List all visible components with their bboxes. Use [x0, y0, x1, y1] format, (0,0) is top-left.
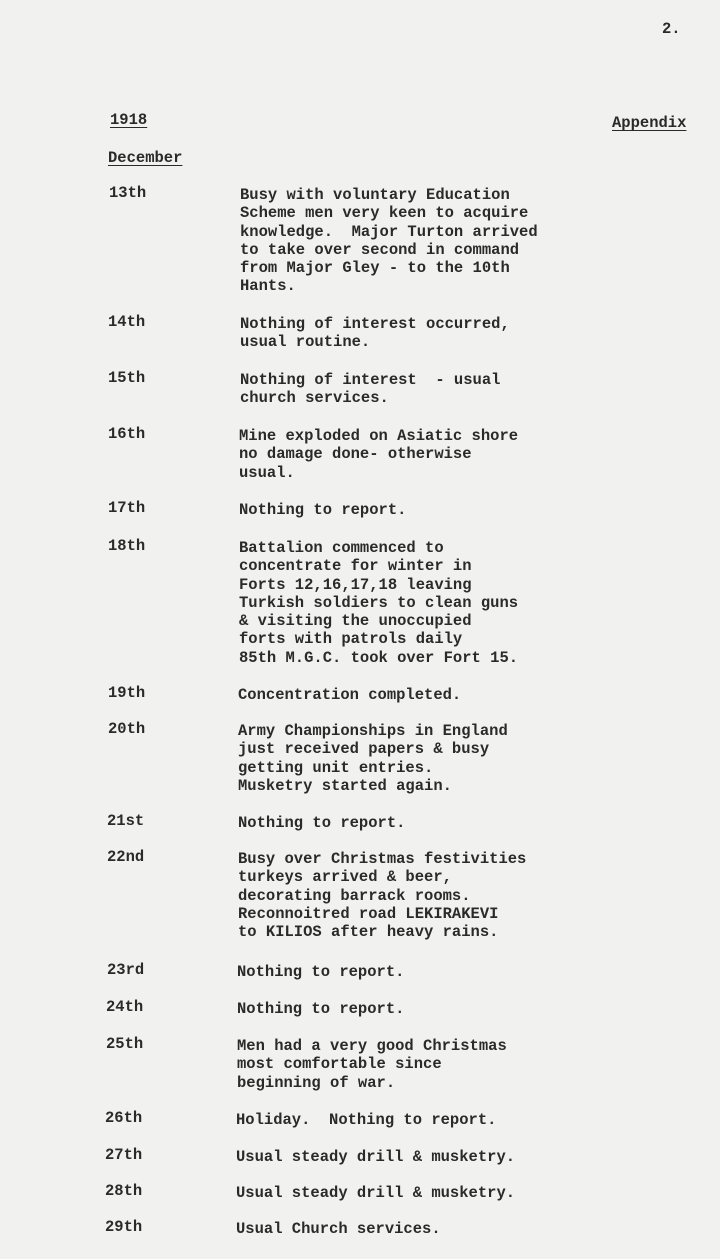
entry-date: 18th — [108, 537, 146, 555]
appendix-heading: Appendix — [612, 114, 687, 132]
entry-text: Nothing of interest occurred, usual routine. — [240, 315, 510, 352]
entry-date: 23rd — [107, 961, 145, 979]
entry-date: 28th — [105, 1182, 143, 1200]
page-number: 2. — [662, 20, 681, 38]
entry-text: Nothing to report. — [237, 963, 405, 981]
entry-text: Busy over Christmas festivities turkeys arrived & beer, decorating barrack rooms. Reconnoitred road LEKIRAKEVI to KILIOS after heavy rains. — [238, 850, 527, 942]
entry-text: Battalion commenced to concentrate for winter in Forts 12,16,17,18 leaving Turkish soldiers to clean guns & visiting the unoccupied forts with patrols daily 85th M.G.C. took over Fort 15. — [239, 539, 519, 667]
entry-date: 13th — [109, 184, 147, 202]
entry-text: Holiday. Nothing to report. — [236, 1111, 497, 1129]
entry-date: 15th — [108, 369, 146, 387]
entry-text: Nothing of interest - usual church services. — [240, 371, 501, 408]
entry-text: Usual Church services. — [236, 1220, 441, 1238]
entry-date: 24th — [106, 998, 144, 1016]
entry-date: 29th — [105, 1218, 143, 1236]
entry-date: 26th — [105, 1109, 143, 1127]
entry-text: Concentration completed. — [238, 686, 462, 704]
entry-date: 14th — [108, 313, 146, 331]
entry-text: Nothing to report. — [238, 814, 406, 832]
entry-text: Mine exploded on Asiatic shore no damage done- otherwise usual. — [239, 427, 519, 482]
entry-date: 20th — [108, 720, 146, 738]
entry-text: Usual steady drill & musketry. — [236, 1148, 516, 1166]
year-heading: 1918 — [110, 111, 148, 129]
entry-date: 25th — [106, 1035, 144, 1053]
entry-text: Nothing to report. — [239, 501, 407, 519]
entry-text: Nothing to report. — [237, 1000, 405, 1018]
entry-text: Busy with voluntary Education Scheme men very keen to acquire knowledge. Major Turton arrived to take over second in command from Major Gley - to the 10th Hants. — [240, 186, 538, 296]
entry-date: 16th — [108, 425, 146, 443]
month-heading: December — [108, 149, 183, 167]
entry-text: Men had a very good Christmas most comfortable since beginning of war. — [237, 1037, 507, 1092]
entry-text: Army Championships in England just received papers & busy getting unit entries. Musketry started again. — [238, 722, 508, 795]
entry-text: Usual steady drill & musketry. — [236, 1184, 516, 1202]
entry-date: 22nd — [107, 848, 145, 866]
entry-date: 21st — [107, 812, 145, 830]
entry-date: 27th — [105, 1146, 143, 1164]
entry-date: 17th — [108, 499, 146, 517]
entry-date: 19th — [108, 684, 146, 702]
